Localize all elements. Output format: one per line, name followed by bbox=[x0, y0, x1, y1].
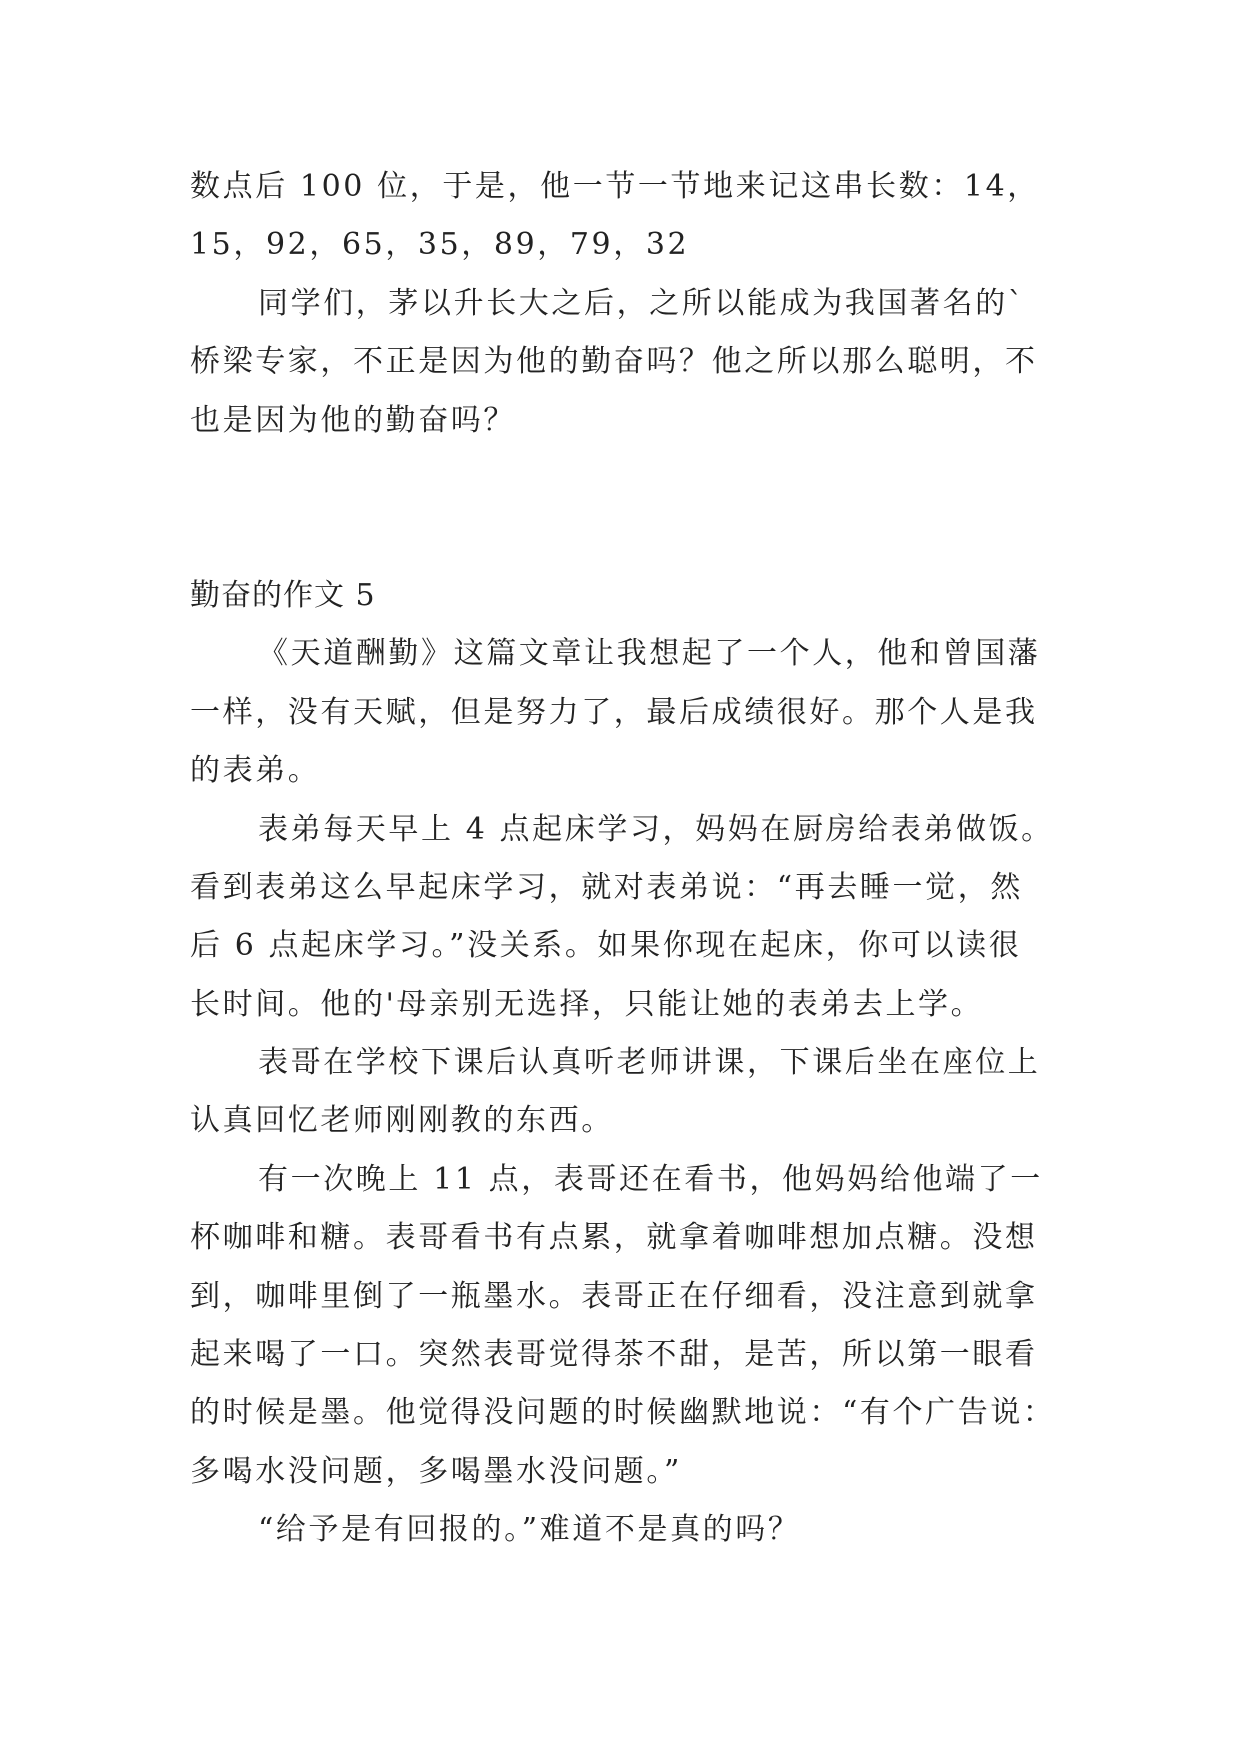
paragraph-first-line: 表弟每天早上 4 点起床学习，妈妈在厨房给表弟做饭。 bbox=[258, 811, 1054, 847]
document-body bbox=[190, 158, 1056, 1560]
text-line: 15，92，65，35，89，79，32 bbox=[190, 227, 690, 263]
text-line: 一样，没有天赋，但是努力了，最后成绩很好。那个人是我 bbox=[190, 694, 1038, 730]
text-line: 起来喝了一口。突然表哥觉得茶不甜，是苦，所以第一眼看 bbox=[190, 1337, 1038, 1373]
text-line: 后 6 点起床学习。”没关系。如果你现在起床，你可以读很 bbox=[190, 928, 1022, 964]
text-line: 数点后 100 位，于是，他一节一节地来记这串长数：14， bbox=[190, 169, 1040, 204]
text-line: 的表弟。 bbox=[190, 753, 321, 789]
paragraph-first-line: “给予是有回报的。”难道不是真的吗？ bbox=[258, 1512, 801, 1548]
section-title: 勤奋的作文 5 bbox=[190, 577, 376, 613]
text-line: 杯咖啡和糖。表哥看书有点累，就拿着咖啡想加点糖。没想 bbox=[190, 1220, 1038, 1256]
text-line: 看到表弟这么早起床学习，就对表弟说：“再去睡一觉，然 bbox=[190, 869, 1023, 905]
section-gap bbox=[190, 450, 1050, 567]
text-line: 也是因为他的勤奋吗？ bbox=[190, 402, 516, 438]
paragraph-first-line: 有一次晚上 11 点，表哥还在看书，他妈妈给他端了一 bbox=[258, 1161, 1043, 1197]
text-line: 长时间。他的'母亲别无选择，只能让她的表弟去上学。 bbox=[190, 986, 984, 1022]
text-line: 桥梁专家，不正是因为他的勤奋吗？他之所以那么聪明，不 bbox=[190, 344, 1038, 380]
paragraph-first-line: 《天道酬勤》这篇文章让我想起了一个人，他和曾国藩 bbox=[258, 636, 1041, 672]
paragraph-first-line: 同学们，茅以升长大之后，之所以能成为我国著名的` bbox=[258, 285, 1026, 321]
text-line: 的时候是墨。他觉得没问题的时候幽默地说：“有个广告说： bbox=[190, 1395, 1056, 1431]
text-line: 多喝水没问题，多喝墨水没问题。” bbox=[190, 1453, 682, 1489]
paragraph-first-line: 表哥在学校下课后认真听老师讲课，下课后坐在座位上 bbox=[258, 1045, 1041, 1081]
text-line: 认真回忆老师刚刚教的东西。 bbox=[190, 1103, 614, 1139]
text-line: 到，咖啡里倒了一瓶墨水。表哥正在仔细看，没注意到就拿 bbox=[190, 1278, 1038, 1314]
